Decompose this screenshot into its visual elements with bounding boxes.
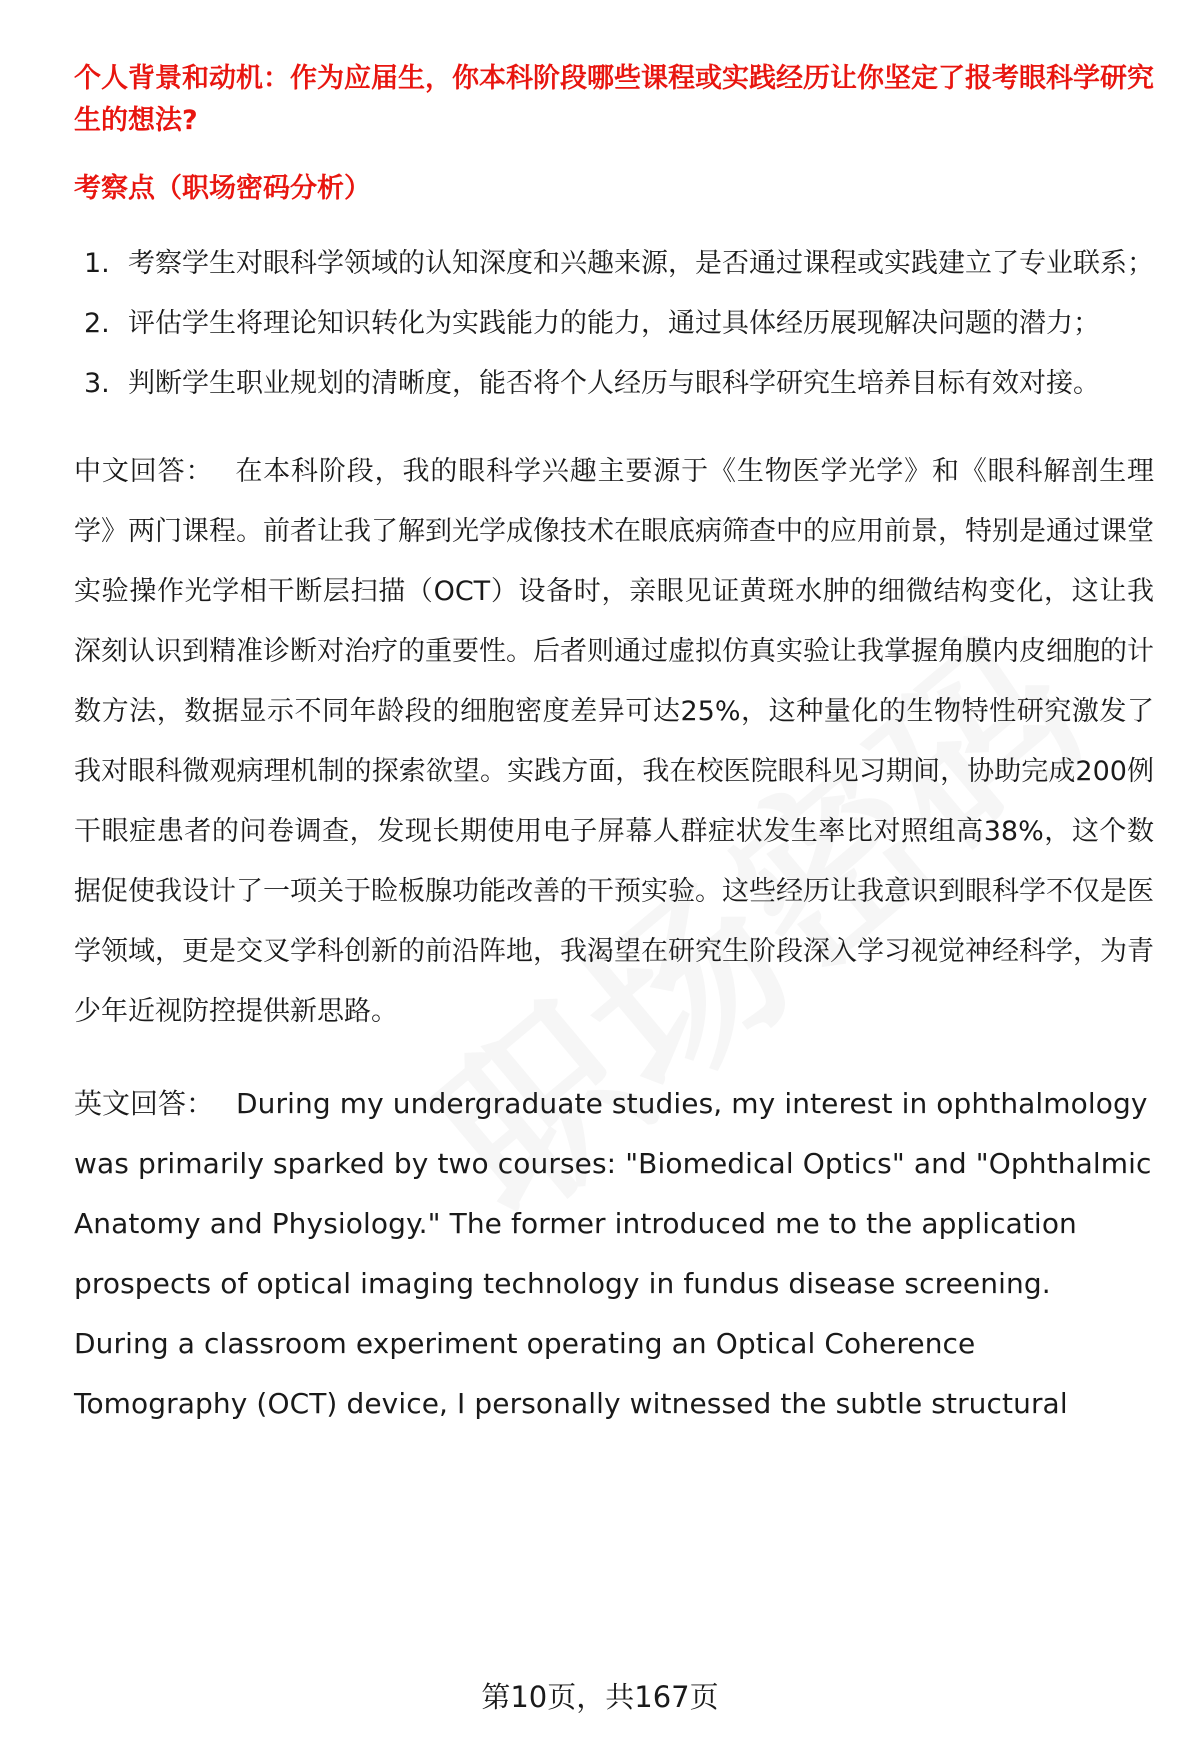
chinese-answer-label: 中文回答： bbox=[74, 456, 214, 487]
english-answer-text: During my undergraduate studies, my interest in ophthalmology was primarily sparked by two courses: "Biomedical Optics" and "Ophthalmic Anatomy and Physiology." The former introduced me to the application prospects of optical imaging technology in fundus disease screening. During a classroom experiment operating an Optical Coherence Tomography (OCT) device, I personally witnessed the subtle structural bbox=[74, 1087, 1152, 1420]
list-item bbox=[74, 294, 1154, 354]
chinese-answer bbox=[74, 442, 1154, 1042]
list-item bbox=[74, 234, 1154, 294]
document-page bbox=[74, 58, 1154, 1434]
list-item-text: 考察学生对眼科学领域的认知深度和兴趣来源，是否通过课程或实践建立了专业联系； bbox=[128, 248, 1154, 279]
points-title: 考察点（职场密码分析） bbox=[74, 173, 371, 204]
list-item-number: 1. bbox=[84, 248, 110, 279]
english-answer bbox=[74, 1074, 1154, 1434]
list-item-text: 评估学生将理论知识转化为实践能力的能力，通过具体经历展现解决问题的潜力； bbox=[128, 308, 1100, 339]
points-list bbox=[74, 234, 1154, 414]
english-answer-label: 英文回答： bbox=[74, 1087, 215, 1120]
question-heading: 个人背景和动机：作为应届生，你本科阶段哪些课程或实践经历让你坚定了报考眼科学研究生的想法? bbox=[74, 63, 1154, 136]
page-number: 第10页，共167页 bbox=[481, 1680, 719, 1714]
list-item-number: 2. bbox=[84, 308, 110, 339]
chinese-answer-text: 在本科阶段，我的眼科学兴趣主要源于《生物医学光学》和《眼科解剖生理学》两门课程。前者让我了解到光学成像技术在眼底病筛查中的应用前景，特别是通过课堂实验操作光学相干断层扫描（OCT）设备时，亲眼见证黄斑水肿的细微结构变化，这让我深刻认识到精准诊断对治疗的重要性。后者则通过虚拟仿真实验让我掌握角膜内皮细胞的计数方法，数据显示不同年龄段的细胞密度差异可达25%，这种量化的生物特性研究激发了我对眼科微观病理机制的探索欲望。实践方面，我在校医院眼科见习期间，协助完成200例干眼症患者的问卷调查，发现长期使用电子屏幕人群症状发生率比对照组高38%，这个数据促使我设计了一项关于睑板腺功能改善的干预实验。这些经历让我意识到眼科学不仅是医学领域，更是交叉学科创新的前沿阵地，我渴望在研究生阶段深入学习视觉神经科学，为青少年近视防控提供新思路。 bbox=[74, 456, 1155, 1027]
list-item-text: 判断学生职业规划的清晰度，能否将个人经历与眼科学研究生培养目标有效对接。 bbox=[128, 368, 1100, 399]
list-item-number: 3. bbox=[84, 368, 110, 399]
list-item bbox=[74, 354, 1154, 414]
